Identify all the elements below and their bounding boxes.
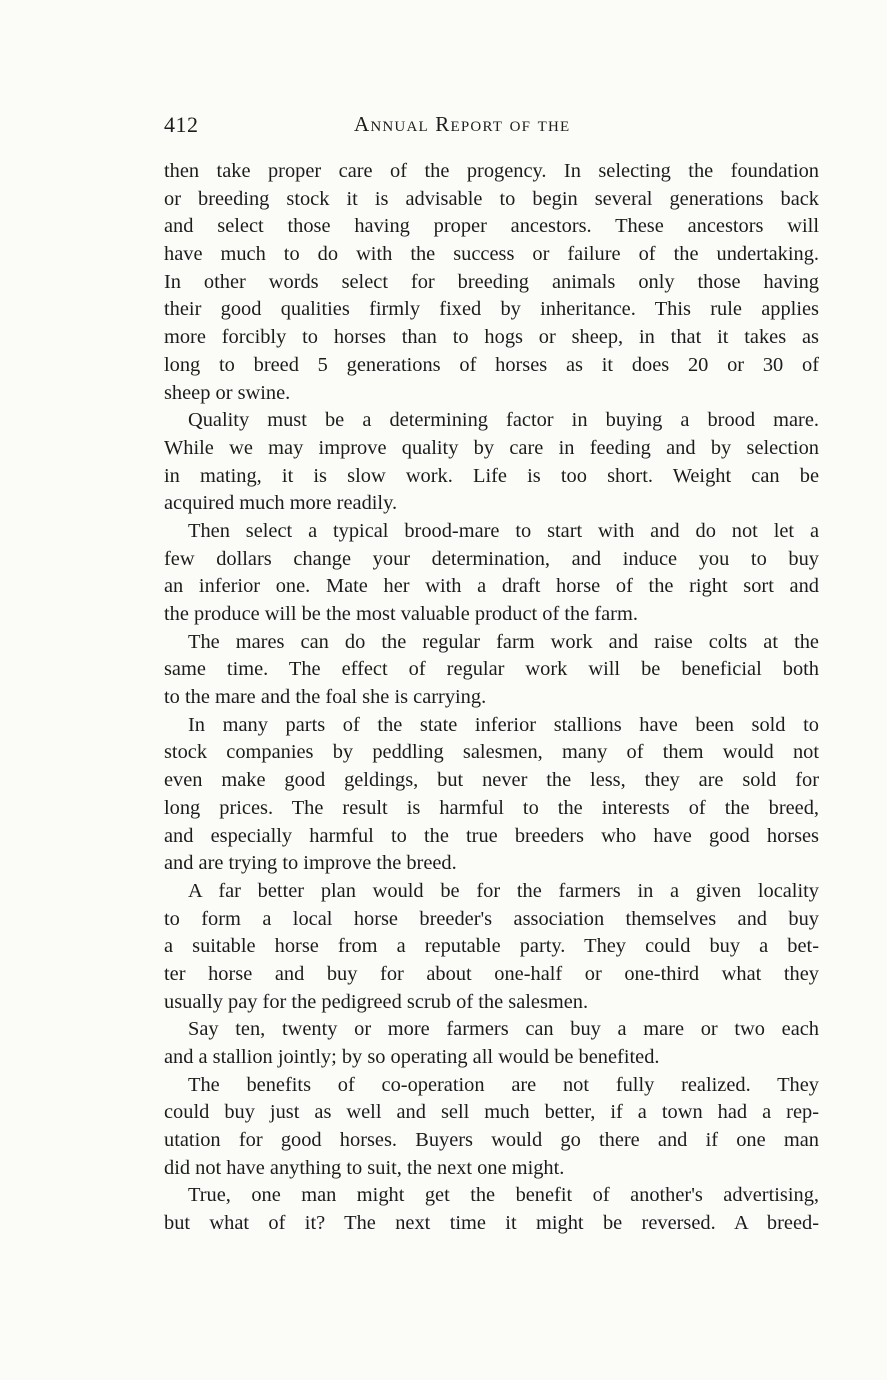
text-line: an inferior one. Mate her with a draft horse of the right sort and — [164, 575, 819, 598]
text-line: Quality must be a determining factor in buying a brood mare. — [188, 409, 819, 432]
text-line: more forcibly to horses than to hogs or sheep, in that it takes as — [164, 326, 819, 349]
page-header — [164, 112, 819, 144]
text-line: then take proper care of the progency. In selecting the foundation — [164, 160, 819, 182]
text-line: Then select a typical brood-mare to start with and do not let a — [188, 519, 819, 542]
text-line: acquired much more readily. — [164, 492, 398, 515]
text-line: to form a local horse breeder's association themselves and buy — [164, 907, 819, 930]
text-line: and select those having proper ancestors. These ancestors will — [164, 215, 819, 238]
text-line: A far better plan would be for the farmers in a given locality — [188, 879, 819, 902]
text-line: In other words select for breeding animals only those having — [164, 270, 819, 293]
text-line: long prices. The result is harmful to the interests of the breed, — [164, 796, 819, 819]
text-line: ter horse and buy for about one-half or one-third what they — [164, 962, 819, 985]
text-line: long to breed 5 generations of horses as it does 20 or 30 of — [164, 353, 819, 376]
text-line: and especially harmful to the true breeders who have good horses — [164, 824, 819, 847]
text-line: to the mare and the foal she is carrying. — [164, 686, 487, 709]
page-number: 412 — [164, 112, 199, 137]
text-line: usually pay for the pedigreed scrub of the salesmen. — [164, 990, 589, 1013]
text-line: While we may improve quality by care in feeding and by selection — [164, 436, 819, 459]
text-line: but what of it? The next time it might be reversed. A breed- — [164, 1212, 819, 1235]
text-line: and are trying to improve the breed. — [164, 852, 457, 875]
body-text — [164, 158, 819, 1238]
text-line: could buy just as well and sell much better, if a town had a rep- — [164, 1101, 819, 1124]
text-line: have much to do with the success or failure of the undertaking. — [164, 243, 819, 266]
text-line: few dollars change your determination, and induce you to buy — [164, 547, 819, 570]
text-line: In many parts of the state inferior stallions have been sold to — [188, 713, 819, 736]
text-line: utation for good horses. Buyers would go there and if one man — [164, 1129, 819, 1152]
text-line: or breeding stock it is advisable to begin several generations back — [164, 187, 819, 210]
text-line: even make good geldings, but never the less, they are sold for — [164, 769, 819, 792]
text-line: same time. The effect of regular work will be beneficial both — [164, 658, 819, 681]
text-line: stock companies by peddling salesmen, many of them would not — [164, 741, 819, 764]
text-line: did not have anything to suit, the next one might. — [164, 1156, 565, 1179]
running-head: Annual Report of the — [354, 112, 571, 136]
text-line: True, one man might get the benefit of another's advertising, — [188, 1184, 819, 1207]
text-line: Say ten, twenty or more farmers can buy a mare or two each — [188, 1018, 819, 1041]
text-line: The mares can do the regular farm work and raise colts at the — [188, 630, 819, 653]
text-line: a suitable horse from a reputable party. They could buy a bet- — [164, 935, 819, 958]
text-line: in mating, it is slow work. Life is too short. Weight can be — [164, 464, 819, 487]
text-line: sheep or swine. — [164, 381, 291, 404]
text-line: and a stallion jointly; by so operating all would be benefited. — [164, 1046, 660, 1068]
text-line: The benefits of co-operation are not fully realized. They — [188, 1073, 819, 1096]
text-line: their good qualities firmly fixed by inheritance. This rule applies — [164, 298, 819, 321]
text-line: the produce will be the most valuable product of the farm. — [164, 603, 638, 625]
